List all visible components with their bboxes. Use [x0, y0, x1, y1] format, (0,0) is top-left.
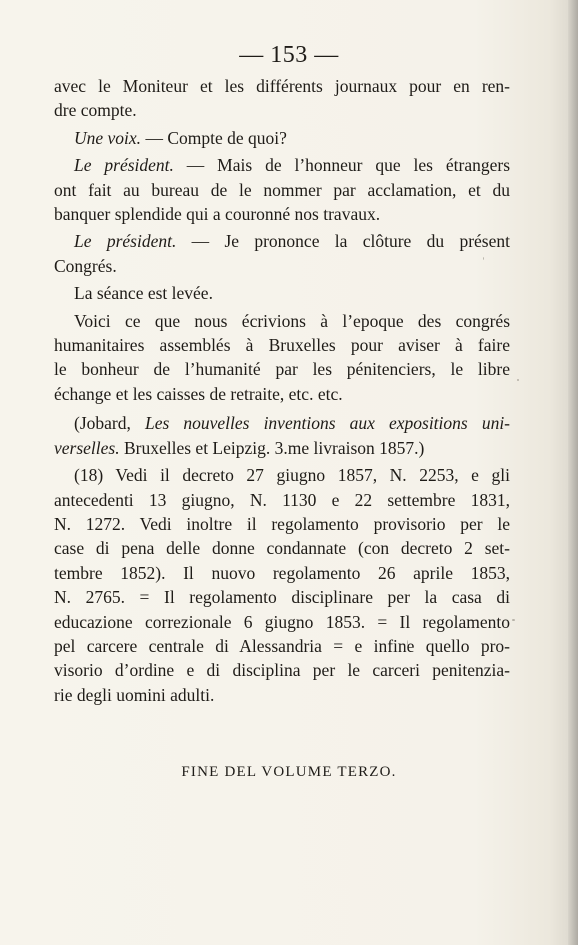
text-line: [54, 229, 510, 253]
note-line: tembre 1852). Il nuovo regolamento 26 aprile 1853,: [54, 562, 510, 583]
citation-title: verselles.: [54, 437, 120, 458]
page-number: — 153 —: [239, 42, 339, 68]
text-line: avec le Moniteur et les différents journaux pour en ren-: [54, 76, 510, 96]
text-line: [54, 436, 510, 460]
note-line: (18) Vedi il decreto 27 giugno 1857, N. 2253, e gli: [74, 465, 510, 486]
speech-text: — Je prononce la clôture du présent: [176, 231, 510, 252]
text-line: [54, 126, 510, 150]
body-text: [54, 74, 510, 707]
note-line: rie degli uomini adulti.: [54, 684, 215, 705]
speaker-label: Une voix.: [74, 127, 142, 148]
speech-text: — Compte de quoi?: [141, 127, 287, 148]
page-edge-shadow: [568, 0, 578, 945]
paper-speck: [483, 257, 484, 260]
text-line: [54, 153, 510, 177]
text-line: Congrés.: [54, 255, 117, 276]
text-line: le bonheur de l’humanité par les pénitenciers, le libre: [54, 359, 510, 380]
citation-open: (Jobard,: [74, 413, 145, 434]
speech-text: — Mais de l’honneur que les étrangers: [173, 155, 511, 176]
note-line: pel carcere centrale di Alessandria = e infine quello pro-: [54, 635, 510, 656]
note-line: N. 1272. Vedi inoltre il regolamento provisorio per le: [54, 513, 510, 534]
paper-speck: [512, 619, 515, 621]
text-line: banquer splendide qui a couronné nos travaux.: [54, 204, 381, 225]
volume-end-label: FINE DEL VOLUME TERZO.: [181, 764, 397, 780]
note-line: educazione correzionale 6 giugno 1853. = Il regolamento: [54, 611, 510, 632]
citation-details: Bruxelles et Leipzig. 3.me livraison 1857.): [119, 437, 425, 458]
text-line: Voici ce que nous écrivions à l’epoque des congrés: [74, 310, 510, 331]
citation-title: Les nouvelles inventions aux expositions uni-: [144, 413, 511, 434]
text-line: ont fait au bureau de le nommer par acclamation, et du: [54, 179, 510, 200]
paper-speck: [517, 379, 519, 381]
paper-speck: [407, 640, 408, 646]
note-line: N. 2765. = Il regolamento disciplinare per la casa di: [54, 587, 510, 608]
speaker-label: Le président.: [74, 231, 177, 252]
text-line: échange et les caisses de retraite, etc. etc.: [54, 383, 343, 404]
speaker-label: Le président.: [74, 155, 174, 176]
text-line: humanitaires assemblés à Bruxelles pour aviser à faire: [54, 335, 510, 356]
text-line: dre compte.: [54, 100, 137, 121]
note-line: case di pena delle donne condannate (con decreto 2 set-: [54, 538, 510, 559]
text-line: La séance est levée.: [74, 283, 213, 304]
note-line: visorio d’ordine e di disciplina per le carceri penitenzia-: [54, 660, 510, 681]
text-line: [54, 411, 510, 435]
note-line: antecedenti 13 giugno, N. 1130 e 22 settembre 1831,: [54, 489, 510, 510]
